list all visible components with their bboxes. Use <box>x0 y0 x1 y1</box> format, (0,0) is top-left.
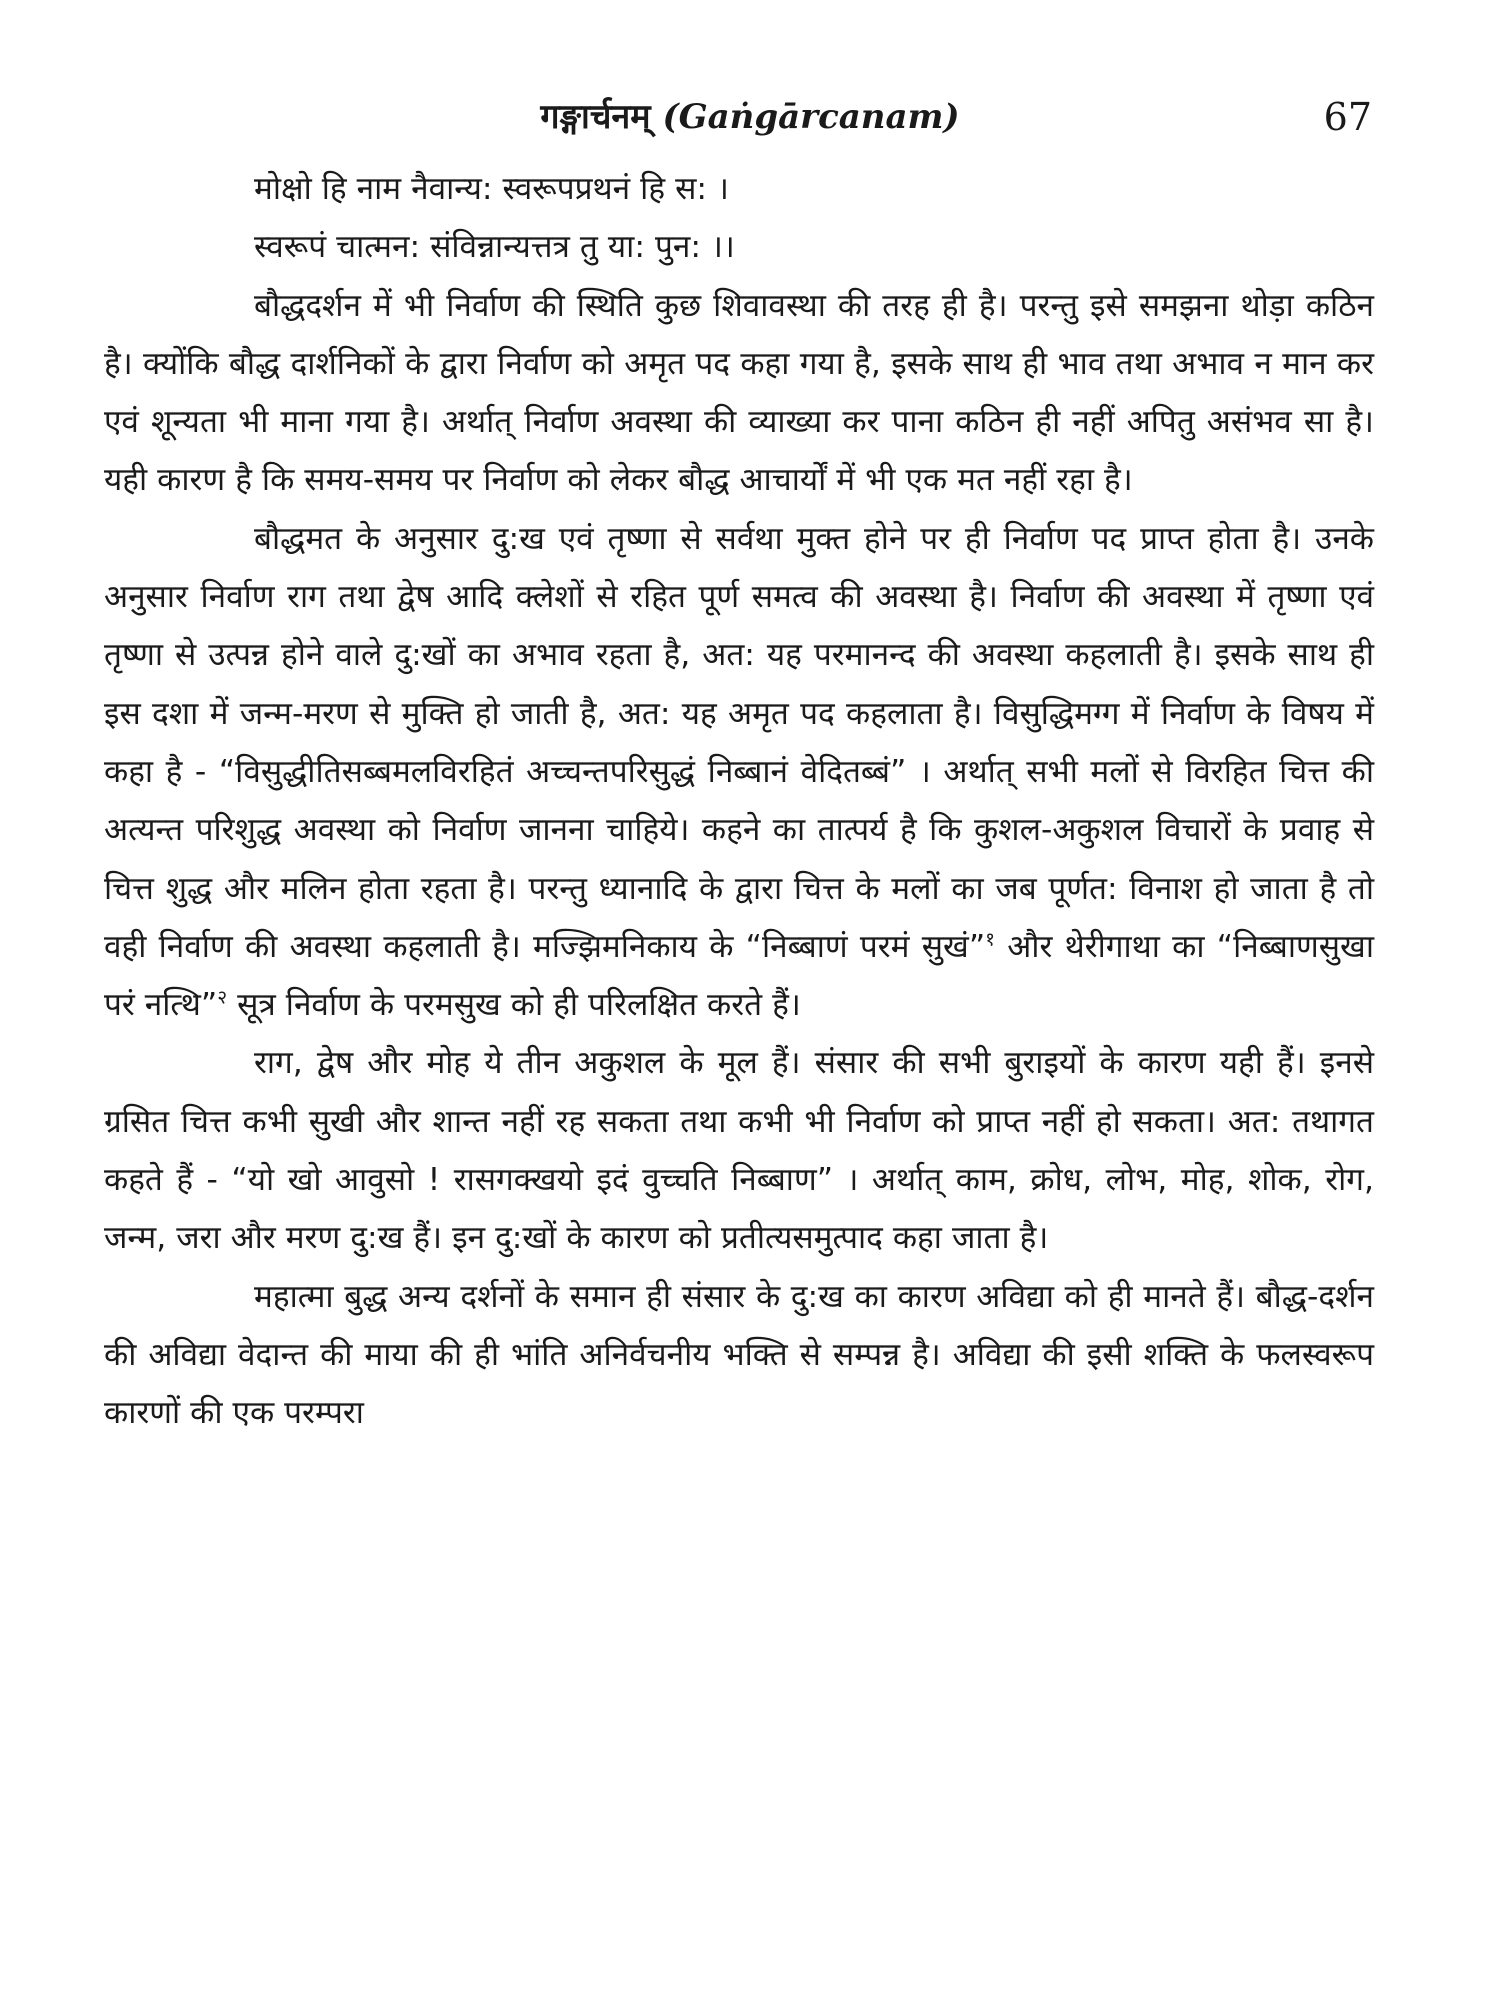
page-number: 67 <box>1323 95 1372 139</box>
footnote-ref-2[interactable]: २ <box>217 986 228 1009</box>
verse-line-1: मोक्षो हि नाम नैवान्य: स्वरूपप्रथनं हि स: । <box>254 171 729 207</box>
paragraph-2-part-a: बौद्धमत के अनुसार दु:ख एवं तृष्णा से सर्वथा मुक्त होने पर ही निर्वाण पद प्राप्त होता है। उनके अनुसार निर्वाण राग तथा द्वेष आदि क्लेशों से रहित पूर्ण समत्व की अवस्था है। निर्वाण की अवस्था में तृष्णा एवं तृष्णा से उत्पन्न होने वाले दु:खों का अभाव रहता है, अत: यह परमानन्द की अवस्था कहलाती है। इसके साथ ही इस दशा में जन्म-मरण से मुक्ति हो जाती है, अत: यह अमृत पद कहलाता है। विसुद्धिमग्ग में निर्वाण के विषय में कहा है - “विसुद्धीतिसब्बमलविरहितं अच्चन्तपरिसुद्धं निब्बानं वेदितब्बं” । अर्थात् सभी मलों से विरहित चित्त की अत्यन्त परिशुद्ध अवस्था को निर्वाण जानना चाहिये। कहने का तात्पर्य है कि कुशल-अकुशल विचारों के प्रवाह से चित्त शुद्ध और मलिन होता रहता है। परन्तु ध्यानादि के द्वारा चित्त के मलों का जब पूर्णत: विनाश हो जाता है तो वही निर्वाण की अवस्था कहलाती है। मज्झिमनिकाय के “निब्बाणं परमं सुखं” <box>104 520 1374 965</box>
paragraph-4: महात्मा बुद्ध अन्य दर्शनों के समान ही संसार के दु:ख का कारण अविद्या को ही मानते हैं। बौद्ध-दर्शन की अविद्या वेदान्त की माया की ही भांति अनिर्वचनीय भक्ति से सम्पन्न है। अविद्या की इसी शक्ति के फलस्वरूप कारणों की एक परम्परा <box>104 1278 1374 1432</box>
paragraph-2 <box>104 510 1374 1035</box>
paragraph-3: राग, द्वेष और मोह ये तीन अकुशल के मूल हैं। संसार की सभी बुराइयों के कारण यही हैं। इनसे ग्रसित चित्त कभी सुखी और शान्त नहीं रह सकता तथा कभी भी निर्वाण को प्राप्त नहीं हो सकता। अत: तथागत कहते हैं - “यो खो आवुसो ! रासगक्खयो इदं वुच्चति निब्बाण” । अर्थात् काम, क्रोध, लोभ, मोह, शोक, रोग, जन्म, जरा और मरण दु:ख हैं। इन दु:खों के कारण को प्रतीत्यसमुत्पाद कहा जाता है। <box>104 1045 1374 1257</box>
body-text <box>104 160 1374 1443</box>
page-header <box>100 92 1400 142</box>
paragraph-2-part-c: सूत्र निर्वाण के परमसुख को ही परिलक्षित करते हैं। <box>227 987 801 1024</box>
title-devanagari: गङ्गार्चनम् <box>540 97 651 137</box>
footnote-ref-1[interactable]: १ <box>985 928 995 951</box>
title-latin: (Gaṅgārcanam) <box>662 97 960 137</box>
verse-line-2: स्वरूपं चात्मन: संविन्नान्यत्तत्र तु या: पुन: ।। <box>254 229 735 266</box>
paragraph-1: बौद्धदर्शन में भी निर्वाण की स्थिति कुछ शिवावस्था की तरह ही है। परन्तु इसे समझना थोड़ा कठिन है। क्योंकि बौद्ध दार्शनिकों के द्वारा निर्वाण को अमृत पद कहा गया है, इसके साथ ही भाव तथा अभाव न मान कर एवं शून्यता भी माना गया है। अर्थात् निर्वाण अवस्था की व्याख्या कर पाना कठिन ही नहीं अपितु असंभव सा है। यही कारण है कि समय-समय पर निर्वाण को लेकर बौद्ध आचार्यों में भी एक मत नहीं रहा है। <box>104 287 1374 499</box>
paragraph-2-part-b: और थेरीगाथा का “निब्बाणसुखा परं नत्थि” <box>104 928 1374 1024</box>
running-title <box>100 92 1400 142</box>
